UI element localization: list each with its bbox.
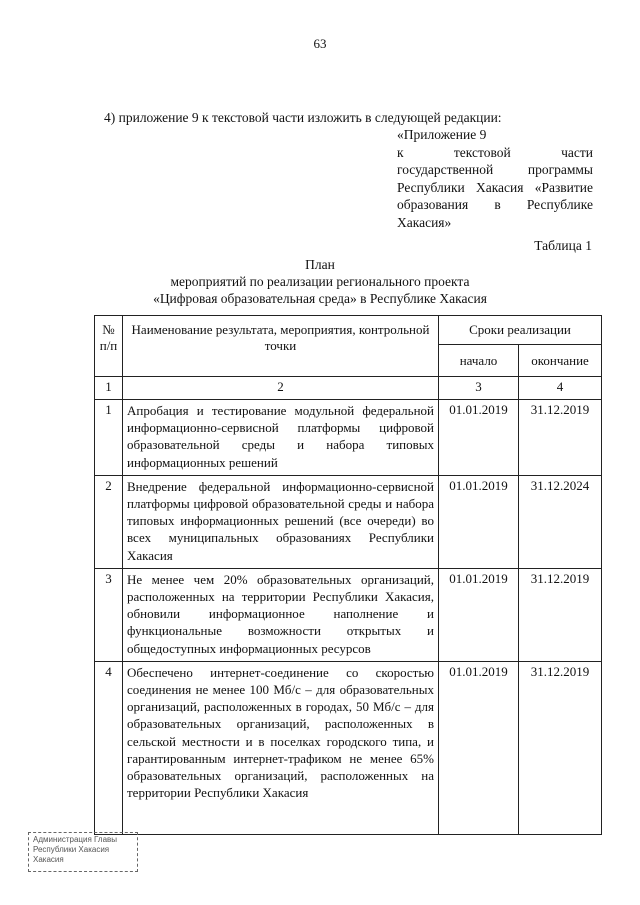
column-number: 4	[519, 377, 602, 400]
row-text: Апробация и тестирование модульной федеральной информационно-сервисной платформы цифровой образовательной среды и набора типовых информационных решений	[123, 400, 439, 476]
row-start-date: 01.01.2019	[439, 661, 519, 834]
registration-stamp	[28, 832, 138, 872]
row-end-date: 31.12.2019	[519, 661, 602, 834]
intro-paragraph: 4) приложение 9 к текстовой части изложить в следующей редакции:	[104, 110, 502, 125]
row-text: Обеспечено интернет-соединение со скоростью соединения не менее 100 Мб/с – для образовательных организаций, расположенных в городах, 50 Мб/с – для образовательных организаций, расположенных в сельской местности и в поселках городского типа, и гарантированным интернет-трафиком не менее 65% образовательных организаций, расположенных на территории Республики Хакасия	[123, 661, 439, 834]
title-line: План	[305, 257, 335, 272]
column-numbers-row	[95, 377, 602, 400]
row-start-date: 01.01.2019	[439, 475, 519, 568]
document-title	[0, 256, 640, 307]
plan-table	[94, 315, 602, 835]
table-row	[95, 475, 602, 568]
appendix-line: образования в Республике	[397, 197, 593, 212]
row-start-date: 01.01.2019	[439, 400, 519, 476]
title-line: мероприятий по реализации регионального проекта	[170, 274, 470, 289]
table-row	[95, 661, 602, 834]
column-number: 1	[95, 377, 123, 400]
title-line: «Цифровая образовательная среда» в Республике Хакасия	[153, 291, 487, 306]
row-start-date: 01.01.2019	[439, 568, 519, 661]
header-row	[95, 316, 602, 345]
row-number: 1	[95, 400, 123, 476]
header-num: № п/п	[95, 316, 123, 377]
table-label: Таблица 1	[534, 238, 592, 253]
table-row	[95, 400, 602, 476]
stamp-line: Администрация Главы	[33, 835, 118, 844]
row-number: 2	[95, 475, 123, 568]
row-end-date: 31.12.2019	[519, 400, 602, 476]
appendix-line: Республики Хакасия «Развитие	[397, 179, 593, 195]
table-row	[95, 568, 602, 661]
row-number: 4	[95, 661, 123, 834]
column-number: 3	[439, 377, 519, 400]
stamp-line: Республики Хакасия	[33, 845, 110, 854]
appendix-line: «Приложение 9	[397, 127, 487, 142]
row-text: Не менее чем 20% образовательных организаций, расположенных на территории Республики Хакасия, обновили информационное наполнение и функциональные возможности открытых и общедоступных информационных ресурсов	[123, 568, 439, 661]
header-terms: Сроки реализации	[439, 316, 602, 345]
column-number: 2	[123, 377, 439, 400]
appendix-line: к текстовой части	[397, 144, 593, 160]
stamp-line: Хакасия	[33, 855, 64, 864]
header-end: окончание	[519, 345, 602, 377]
appendix-line: Хакасия»	[397, 214, 452, 230]
header-start: начало	[439, 345, 519, 377]
appendix-reference	[397, 126, 593, 231]
row-end-date: 31.12.2024	[519, 475, 602, 568]
page-number: 63	[313, 36, 327, 51]
header-name: Наименование результата, мероприятия, контрольной точки	[123, 316, 439, 377]
row-end-date: 31.12.2019	[519, 568, 602, 661]
row-text: Внедрение федеральной информационно-сервисной платформы цифровой образовательной среды и набора типовых информационных решений (все очереди) во всех муниципальных образованиях Республики Хакасия	[123, 475, 439, 568]
row-number: 3	[95, 568, 123, 661]
appendix-line: государственной программы	[397, 162, 593, 177]
